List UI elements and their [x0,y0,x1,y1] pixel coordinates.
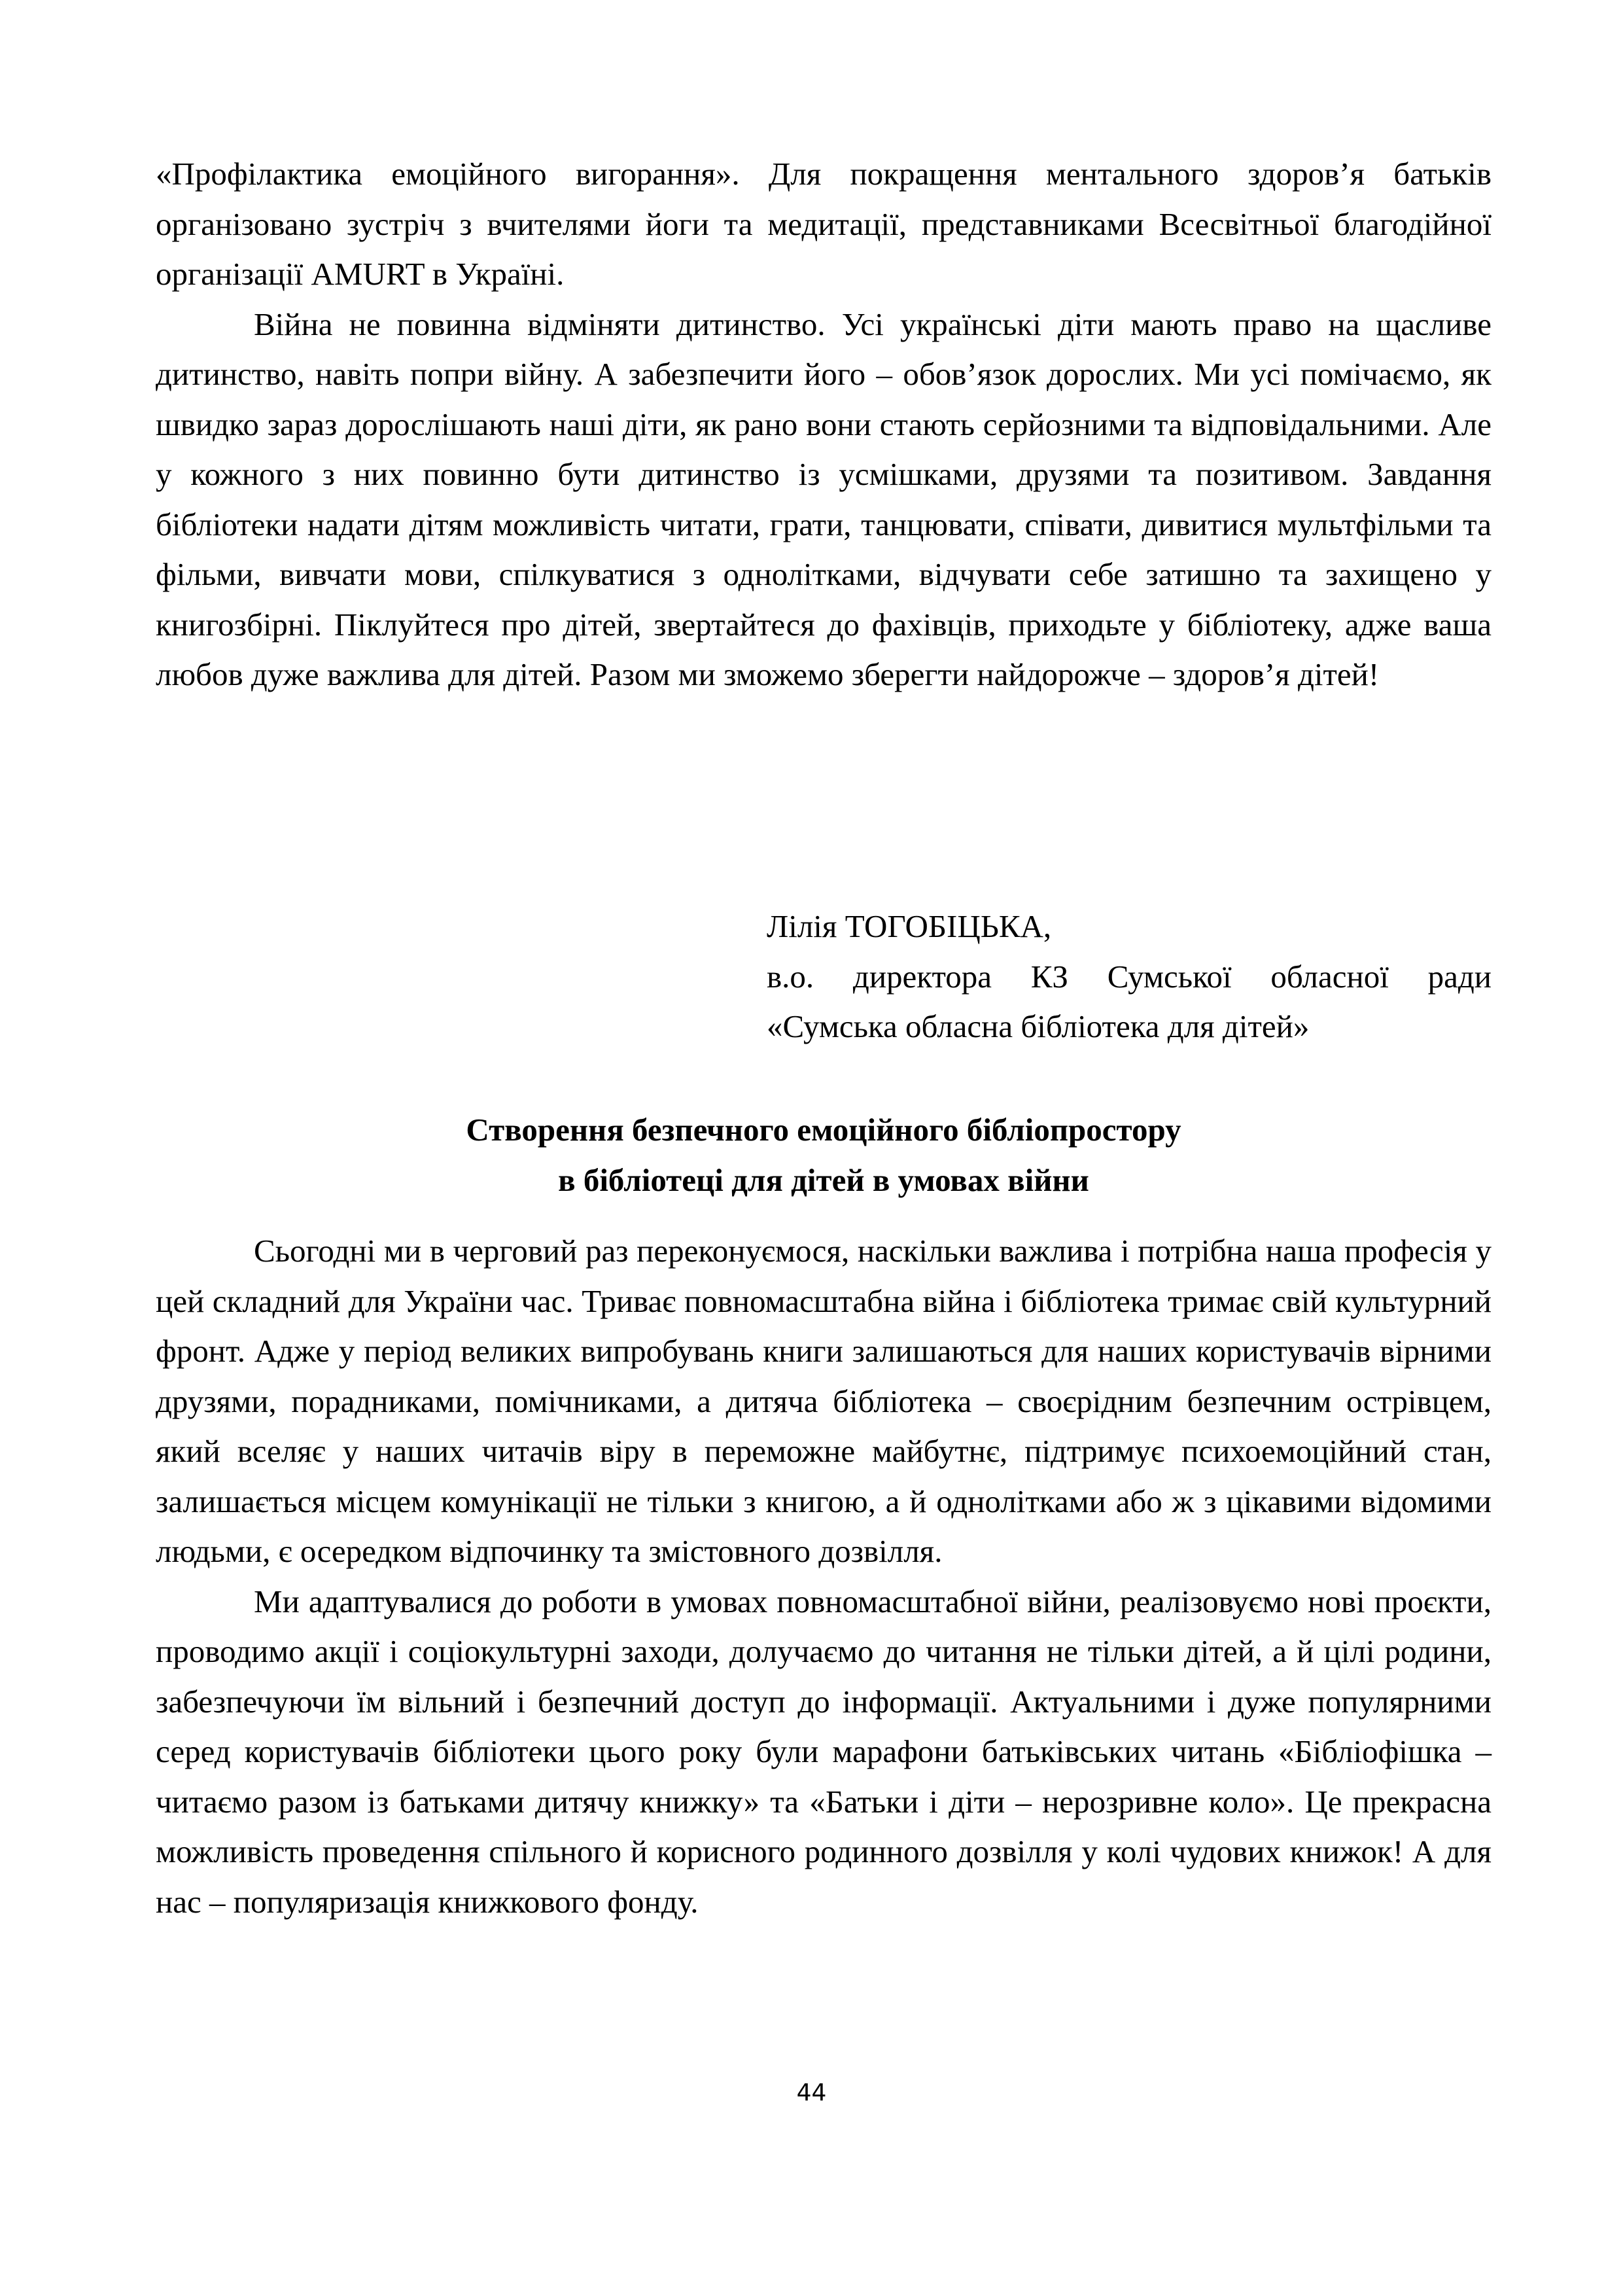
author-position: в.о. директора КЗ Сумської обласної ради [767,958,1492,995]
paragraph: Сьогодні ми в черговий раз переконуємося, наскільки важлива і потрібна наша професія у цей складний для України час. Триває повномасштабна війна і бібліотека тримає свій культурний фронт. Адже у період великих випробувань книги залишаються для наших користувачів вірними друзями, порадниками, помічниками, а дитяча бібліотека – своєрідним безпечним острівцем, який вселяє у наших читачів віру в переможне майбутнє, підтримує психоемоційний стан, залишається місцем комунікації не тільки з книгою, а й однолітками або ж з цікавими відомими людьми, є осередком відпочинку та змістовного дозвілля. [156,1233,1492,1569]
paragraph: Ми адаптувалися до роботи в умовах повномасштабної війни, реалізовуємо нові проєкти, проводимо акції і соціокультурні заходи, долучаємо до читання не тільки дітей, а й цілі родини, забезпечуючи їм вільний і безпечний доступ до інформації. Актуальними і дуже популярними серед користувачів бібліотеки цього року були марафони батьківських читань «Бібліофішка – читаємо разом із батьками дитячу книжку» та «Батьки і діти – нерозривне коло». Це прекрасна можливість проведення спільного й корисного родинного дозвілля у колі чудових книжок! А для нас – популяризація книжкового фонду. [156,1583,1492,1920]
article-title-line-2: в бібліотеці для дітей в умовах війни [558,1162,1089,1198]
article-title-line-1: Створення безпечного емоційного бібліопростору [466,1112,1181,1148]
author-organization: «Сумська обласна бібліотека для дітей» [767,1008,1310,1044]
article-title [156,1104,1492,1205]
continued-text [156,149,1492,700]
author-name: Лілія ТОГОБІЦЬКА, [767,908,1052,944]
paragraph: Війна не повинна відміняти дитинство. Усі українські діти мають право на щасливе дитинство, навіть попри війну. А забезпечити його – обов’язок дорослих. Ми усі помічаємо, як швидко зараз дорослішають наші діти, як рано вони стають серйозними та відповідальними. Але у кожного з них повинно бути дитинство із усмішками, друзями та позитивом. Завдання бібліотеки надати дітям можливість читати, грати, танцювати, співати, дивитися мультфільми та фільми, вивчати мови, спілкуватися з однолітками, відчувати себе затишно та захищено у книгозбірні. Піклуйтеся про дітей, звертайтеся до фахівців, приходьте у бібліотеку, адже ваша любов дуже важлива для дітей. Разом ми зможемо зберегти найдорожче – здоров’я дітей! [156,306,1492,692]
page-number: 44 [796,2079,827,2106]
article-body [156,1226,1492,1927]
author-signature-block [767,902,1492,1052]
paragraph: «Профілактика емоційного вигорання». Для покращення ментального здоров’я батьків організовано зустріч з вчителями йоги та медитації, представниками Всесвітньої благодійної організації AMURT в Україні. [156,156,1492,292]
